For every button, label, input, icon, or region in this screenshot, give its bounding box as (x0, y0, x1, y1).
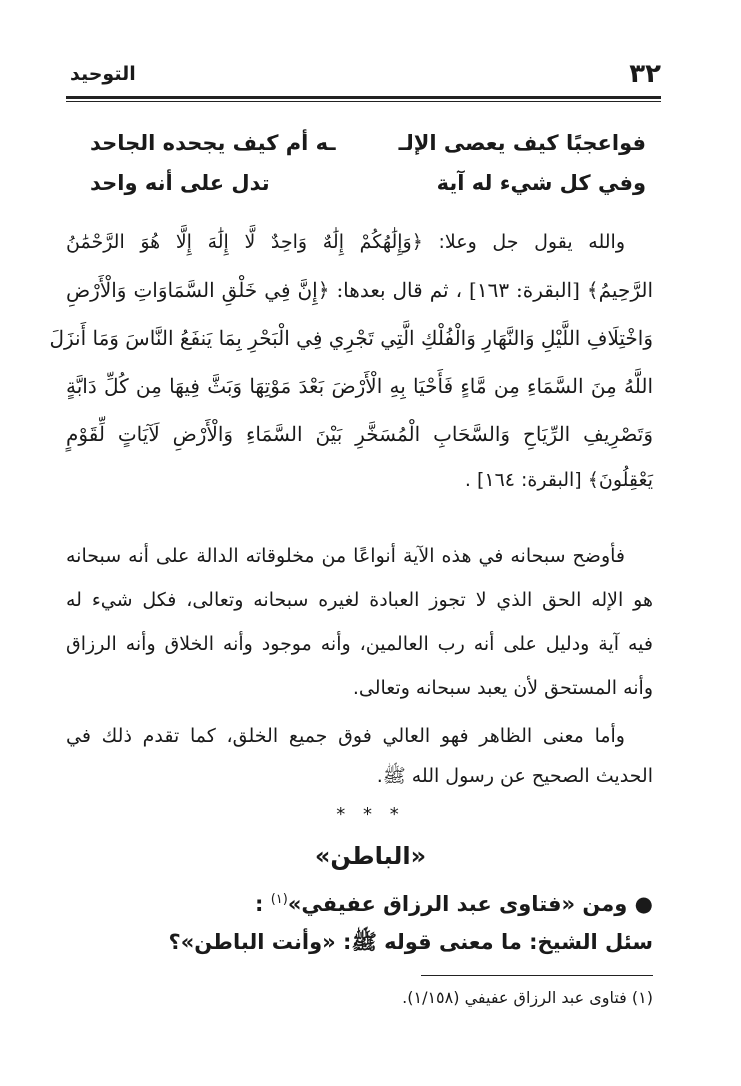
verse-2-second-hemistich: تدل على أنه واحد (90, 171, 270, 195)
body-line-quran-end: يَعْقِلُونَ﴾ [البقرة: ١٦٤] . (464, 469, 653, 491)
section-title: «الباطن» (314, 842, 427, 870)
bullet-icon: ● (634, 892, 653, 916)
footnote-ref: (١) (270, 892, 288, 907)
footnote-rule (421, 975, 653, 976)
verse-2-first-hemistich: وفي كل شيء له آية (436, 171, 646, 195)
source-line (255, 880, 653, 924)
body-line-quran: الرَّحِيمُ﴾ [البقرة: ١٦٣] ، ثم قال بعدها: ﴿إِنَّ فِي خَلْقِ السَّمَاوَاتِ وَالْأَرْضِ (66, 278, 654, 302)
verse-1-second-hemistich: ـه أم كيف يجحده الجاحد (90, 131, 336, 155)
header-rule-thin (66, 101, 661, 102)
source-colon: : (255, 892, 264, 916)
footnote: (١) فتاوى عبد الرزاق عفيفي (١/١٥٨). (402, 988, 653, 1007)
body-line: فيه آية ودليل على أنه رب العالمين، وأنه موجود وأنه الخلاق وأنه الرزاق (66, 633, 653, 655)
question-line: سئل الشيخ: ما معنى قوله ﷺ: «وأنت الباطن»؟ (168, 930, 653, 954)
header-rule-thick (66, 96, 661, 99)
body-line-quran: اللَّهُ مِنَ السَّمَاءِ مِن مَّاءٍ فَأَحْيَا بِهِ الْأَرْضَ بَعْدَ مَوْتِهَا وَبَثَّ فِيهَا مِن كُلِّ دَابَّةٍ (66, 374, 653, 398)
body-line-quran: وَتَصْرِيفِ الرِّيَاحِ وَالسَّحَابِ الْمُسَخَّرِ بَيْنَ السَّمَاءِ وَالْأَرْضِ لَآيَاتٍ لِّقَوْمٍ (66, 422, 653, 446)
poem-verse-1 (90, 124, 646, 162)
body-line: فأوضح سبحانه في هذه الآية أنواعًا من مخلوقاته الدالة على أنه سبحانه (66, 545, 625, 567)
body-line: هو الإله الحق الذي لا تجوز العبادة لغيره سبحانه وتعالى، فكل شيء له (66, 589, 653, 611)
body-line-quran: وَاخْتِلَافِ اللَّيْلِ وَالنَّهَارِ وَالْفُلْكِ الَّتِي تَجْرِي فِي الْبَحْرِ بِمَا يَنفَعُ النَّاسَ وَمَا أَنزَلَ (49, 326, 653, 350)
running-title: التوحيد (70, 63, 136, 85)
poem-verse-2 (90, 164, 646, 202)
source-text: ومن «فتاوى عبد الرزاق عفيفي» (287, 892, 628, 916)
body-line: وأما معنى الظاهر فهو العالي فوق جميع الخلق، كما تقدم ذلك في (66, 725, 625, 747)
body-line-quran-intro: والله يقول جل وعلا: ﴿وَإِلَٰهُكُمْ إِلَٰهٌ وَاحِدٌ لَّا إِلَٰهَ إِلَّا هُوَ الرَّحْمَٰنُ (66, 231, 625, 253)
page-header (70, 56, 661, 92)
body-line: الحديث الصحيح عن رسول الله ﷺ. (376, 765, 653, 787)
page-number: ٣٢ (629, 59, 661, 89)
body-line: وأنه المستحق لأن يعبد سبحانه وتعالى. (352, 677, 653, 699)
verse-1-first-hemistich: فواعجبًا كيف يعصى الإلـ (398, 131, 646, 155)
section-separator-stars: * * * (336, 804, 405, 825)
